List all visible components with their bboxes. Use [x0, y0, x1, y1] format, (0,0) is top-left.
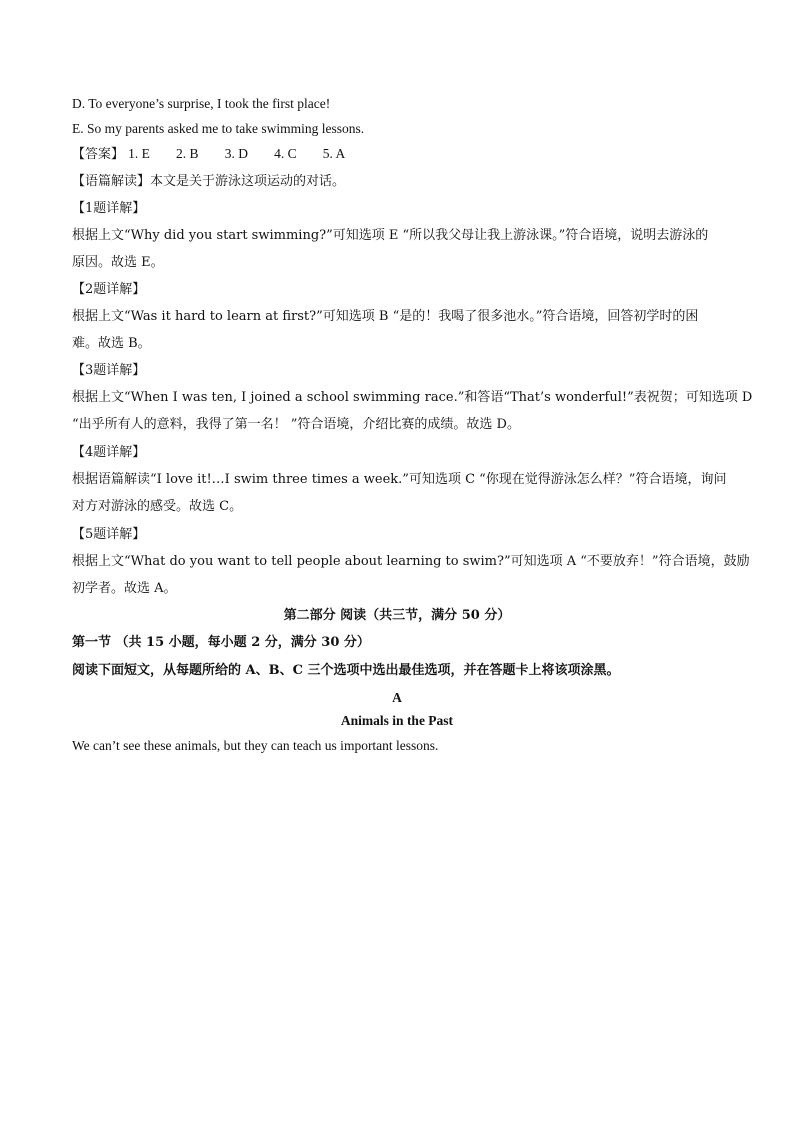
detail-text: 根据上文“Was it hard to learn at first?”可知选项 B “是的！我喝了很多池水。”符合语境，回答初学时的困 — [72, 309, 699, 324]
answer-item: 1. E — [128, 146, 150, 161]
detail-text: “出乎所有人的意料，我得了第一名！ ”符合语境，介绍比赛的成绩。故选 D。 — [72, 417, 520, 432]
option-d: D. To everyone’s surprise, I took the first place! — [72, 96, 331, 111]
detail-text: 根据语篇解读“I love it!…I swim three times a week.”可知选项 C “你现在觉得游泳怎么样？”符合语境，询问 — [72, 472, 727, 487]
answer-line — [72, 145, 722, 164]
answer-item: 5. A — [322, 146, 346, 161]
interpretation: 【语篇解读】本文是关于游泳这项运动的对话。 — [72, 174, 346, 189]
detail-text: 根据上文“When I was ten, I joined a school swimming race.”和答语“That’s wonderful!”表祝贺；可知选项 D — [72, 390, 753, 405]
detail-text: 原因。故选 E。 — [72, 255, 164, 270]
answer-item: 3. D — [224, 146, 248, 161]
detail-heading: 【3题详解】 — [72, 363, 146, 378]
detail-heading: 【5题详解】 — [72, 527, 146, 542]
answer-item: 2. B — [176, 146, 199, 161]
detail-heading: 【1题详解】 — [72, 201, 146, 216]
answer-item: 4. C — [274, 146, 297, 161]
detail-text: 对方对游泳的感受。故选 C。 — [72, 499, 243, 514]
section-title: 第一节 （共 15 小题，每小题 2 分，满分 30 分） — [72, 635, 370, 650]
passage-first-line: We can’t see these animals, but they can teach us important lessons. — [72, 738, 439, 753]
option-e: E. So my parents asked me to take swimming lessons. — [72, 121, 365, 136]
detail-heading: 【2题详解】 — [72, 282, 146, 297]
passage-title: Animals in the Past — [340, 713, 454, 728]
answer-label: 【答案】 — [72, 147, 125, 162]
detail-text: 根据上文“What do you want to tell people about learning to swim?”可知选项 A “不要放弃！”符合语境，鼓励 — [72, 554, 750, 569]
detail-text: 根据上文“Why did you start swimming?”可知选项 E “所以我父母让我上游泳课。”符合语境，说明去游泳的 — [72, 228, 709, 243]
detail-heading: 【4题详解】 — [72, 445, 146, 460]
part-title: 第二部分 阅读（共三节，满分 50 分） — [283, 608, 511, 623]
passage-letter: A — [392, 690, 402, 705]
instruction: 阅读下面短文，从每题所给的 A、B、C 三个选项中选出最佳选项，并在答题卡上将该项涂黑。 — [72, 663, 620, 678]
detail-text: 初学者。故选 A。 — [72, 581, 177, 596]
detail-text: 难。故选 B。 — [72, 336, 151, 351]
